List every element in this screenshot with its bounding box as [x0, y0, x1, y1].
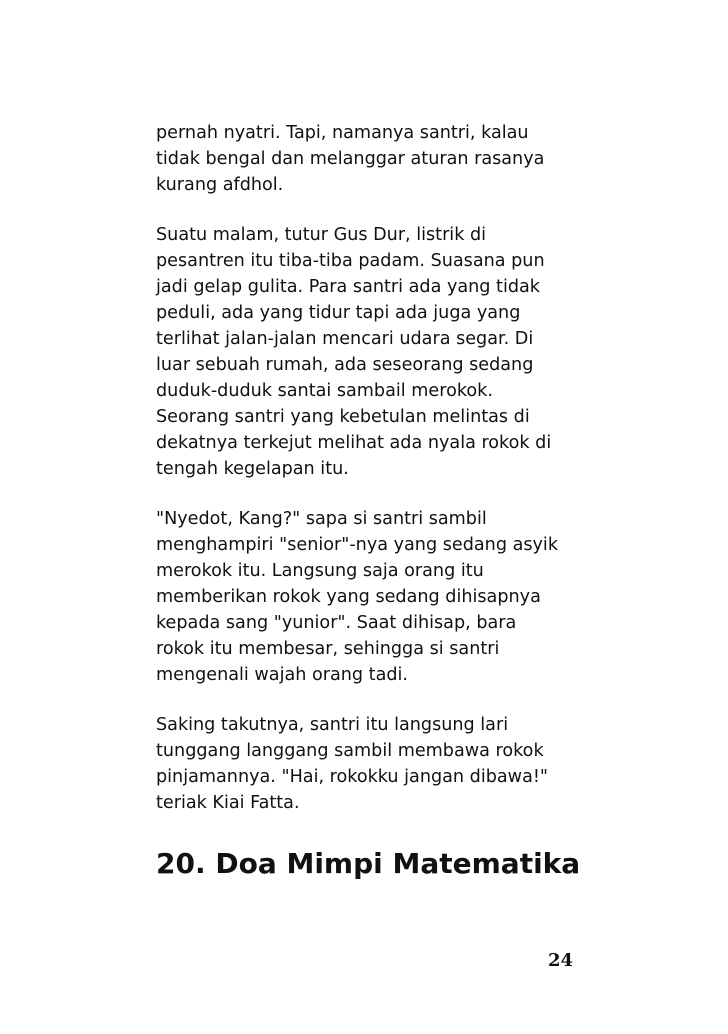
page-number: 24	[548, 950, 574, 971]
paragraph-1: pernah nyatri. Tapi, namanya santri, kalau tidak bengal dan melanggar aturan rasanya kurang afdhol.	[156, 123, 545, 195]
page-content	[156, 120, 586, 882]
section-heading: 20. Doa Mimpi Matematika	[156, 847, 581, 880]
paragraph-2: Suatu malam, tutur Gus Dur, listrik di pesantren itu tiba-tiba padam. Suasana pun jadi gelap gulita. Para santri ada yang tidak peduli, ada yang tidur tapi ada juga yang terlihat jalan-jalan mencari udara segar. Di luar sebuah rumah, ada seseorang sedang duduk-duduk santai sambail merokok. Seorang santri yang kebetulan melintas di dekatnya terkejut melihat ada nyala rokok di tengah kegelapan itu.	[156, 225, 552, 479]
paragraph-3: "Nyedot, Kang?" sapa si santri sambil menghampiri "senior"-nya yang sedang asyik merokok itu. Langsung saja orang itu memberikan rokok yang sedang dihisapnya kepada sang "yunior". Saat dihisap, bara rokok itu membesar, sehingga si santri mengenali wajah orang tadi.	[156, 509, 559, 685]
paragraph-4: Saking takutnya, santri itu langsung lari tunggang langgang sambil membawa rokok pinjamannya. "Hai, rokokku jangan dibawa!" teriak Kiai Fatta.	[156, 715, 549, 813]
